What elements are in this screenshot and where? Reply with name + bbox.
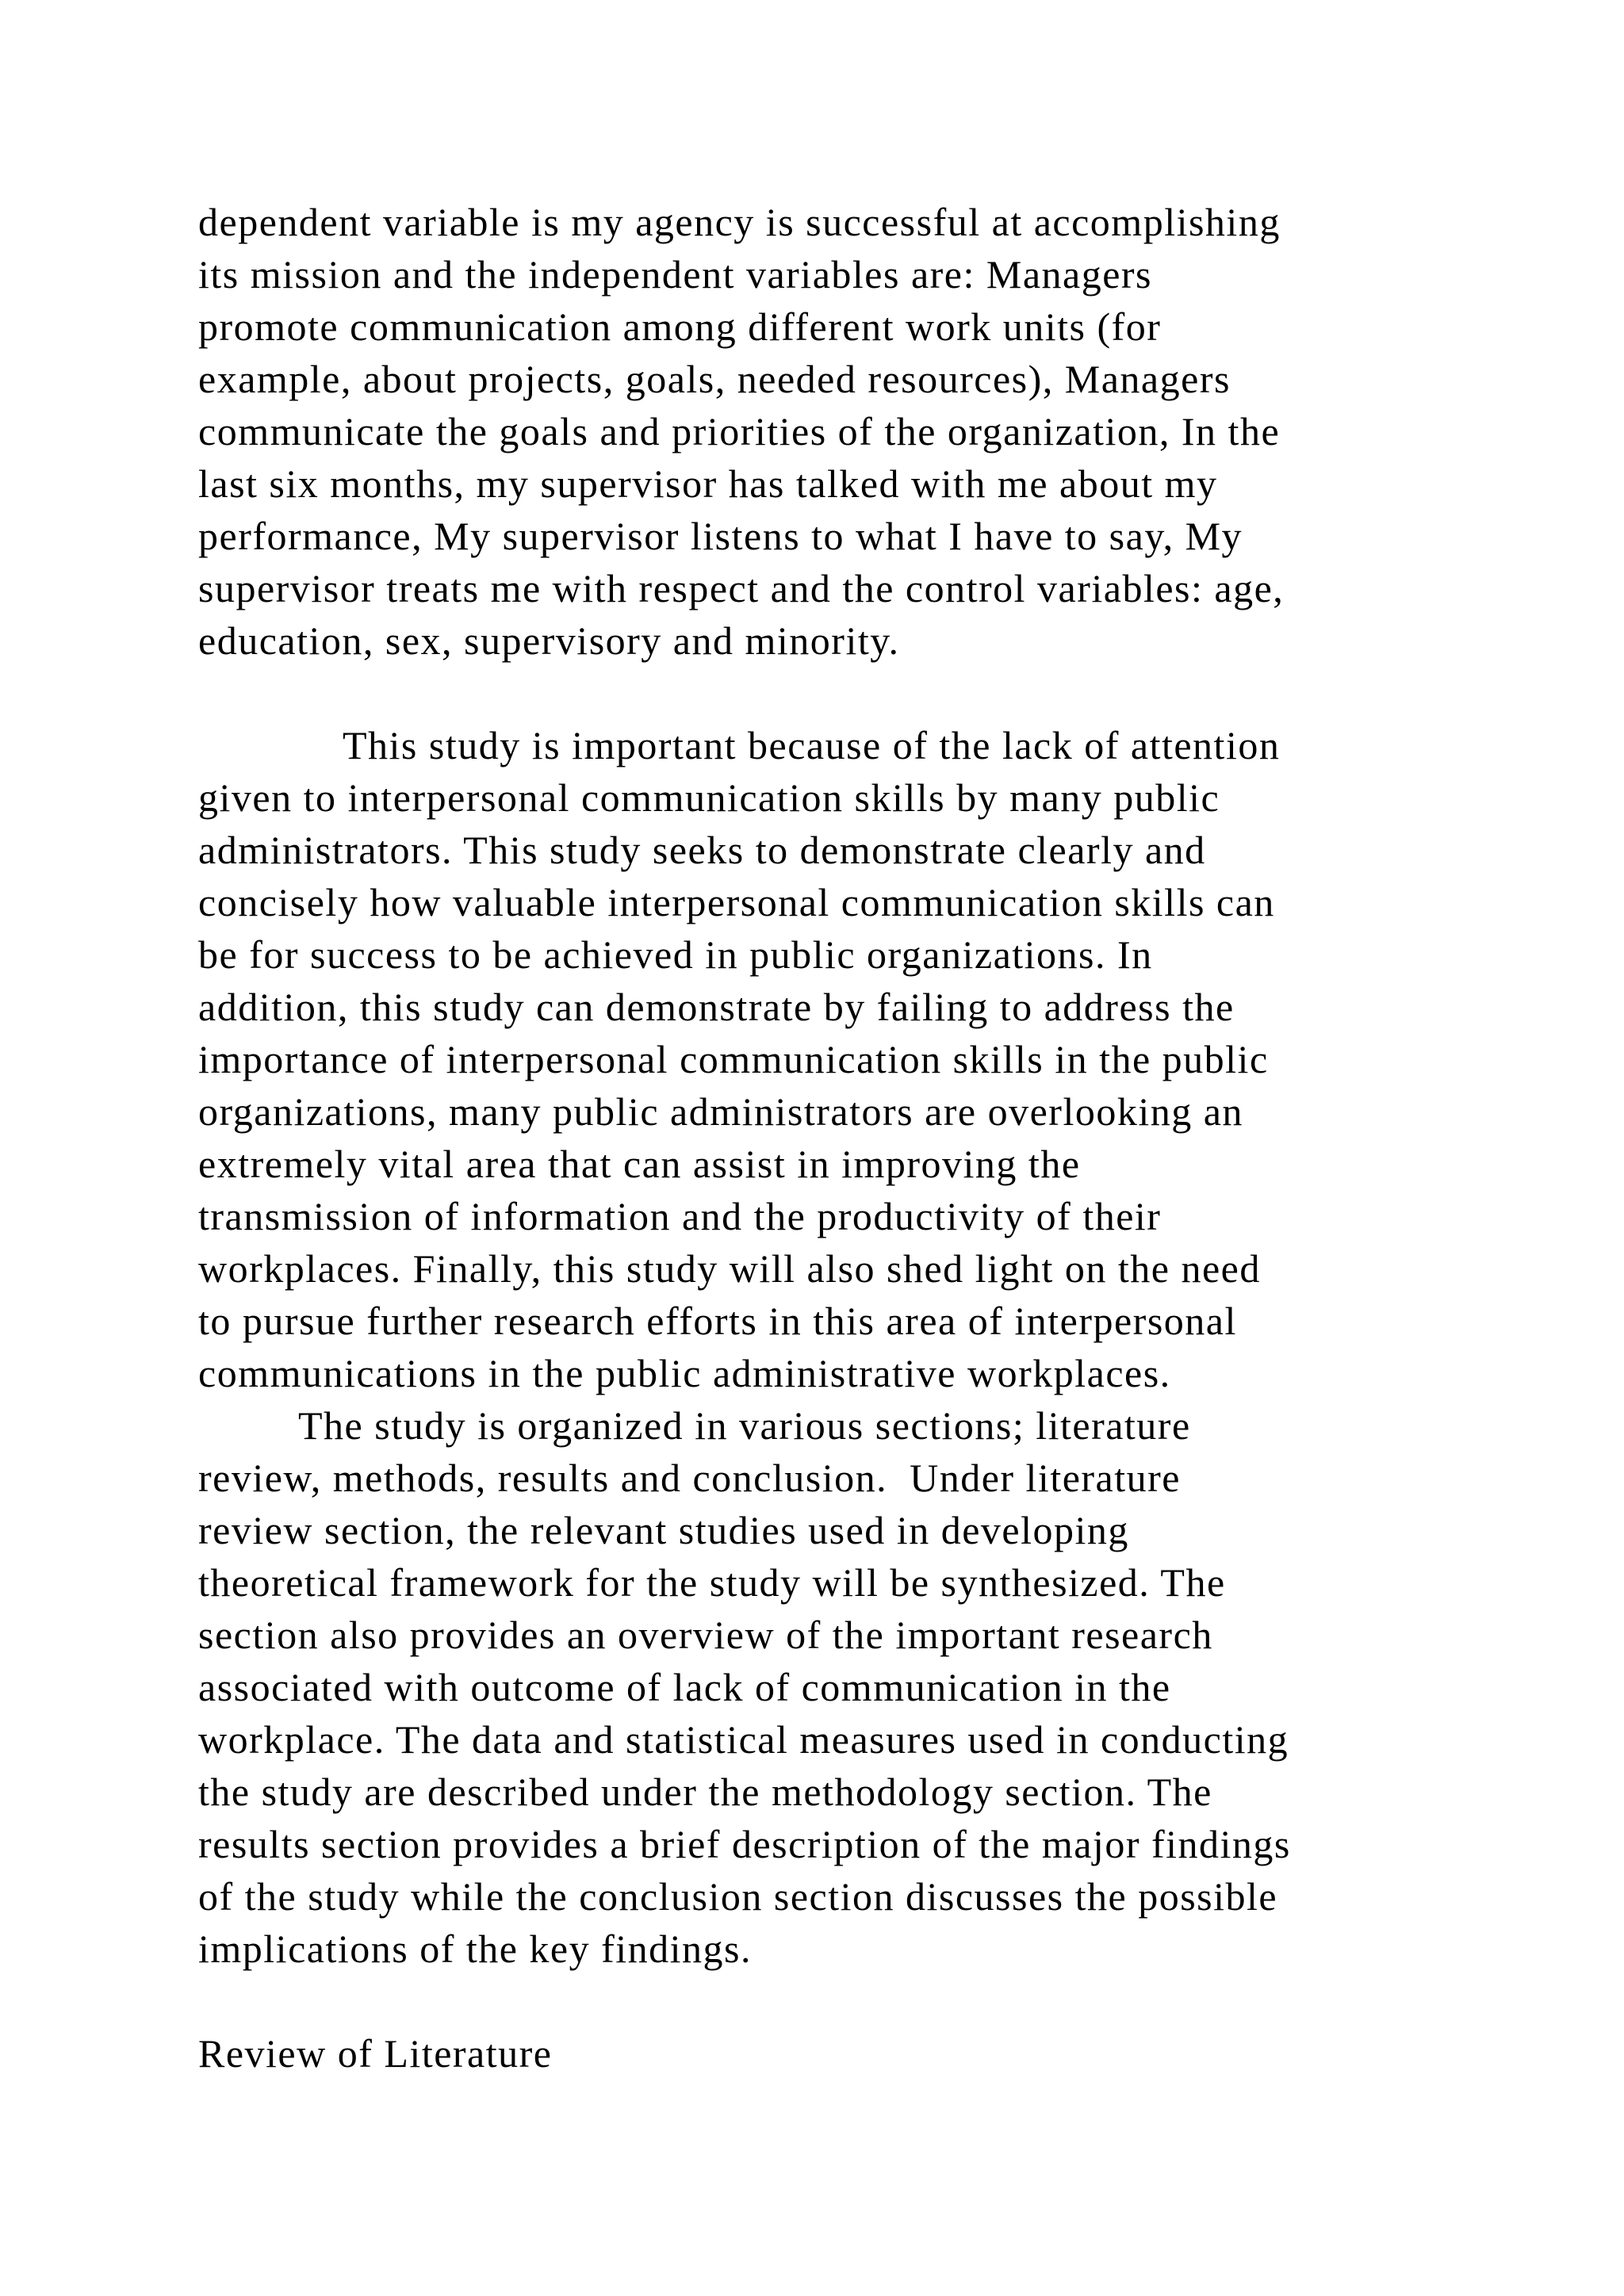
text-line: organizations, many public administrators are overlooking an	[198, 1089, 1243, 1134]
text-line: its mission and the independent variables are: Managers	[198, 252, 1153, 297]
text-line: be for success to be achieved in public organizations. In	[198, 932, 1153, 977]
text-line: the study are described under the methodology section. The	[198, 1770, 1212, 1814]
text-line: dependent variable is my agency is successful at accomplishing	[198, 200, 1281, 244]
text-line: of the study while the conclusion section discusses the possible	[198, 1874, 1278, 1919]
text-line: transmission of information and the productivity of their	[198, 1194, 1162, 1238]
text-line: This study is important because of the lack of attention	[343, 723, 1281, 767]
text-line: implications of the key findings.	[198, 1927, 753, 1971]
text-line: given to interpersonal communication skills by many public	[198, 775, 1220, 820]
text-line: workplace. The data and statistical measures used in conducting	[198, 1717, 1289, 1762]
text-line: communications in the public administrative workplaces.	[198, 1351, 1171, 1395]
text-line: associated with outcome of lack of communication in the	[198, 1665, 1171, 1709]
text-line: importance of interpersonal communication skills in the public	[198, 1037, 1269, 1081]
text-line: review section, the relevant studies used in developing	[198, 1508, 1129, 1552]
text-line: communicate the goals and priorities of the organization, In the	[198, 409, 1281, 453]
text-line: performance, My supervisor listens to what I have to say, My	[198, 514, 1243, 558]
text-line: theoretical framework for the study will be synthesized. The	[198, 1560, 1226, 1605]
text-line: The study is organized in various sections; literature	[298, 1403, 1191, 1448]
text-line: administrators. This study seeks to demonstrate clearly and	[198, 828, 1206, 872]
text-line: review, methods, results and conclusion. Under literature	[198, 1456, 1181, 1500]
text-line: to pursue further research efforts in this area of interpersonal	[198, 1299, 1237, 1343]
text-line: example, about projects, goals, needed resources), Managers	[198, 357, 1231, 401]
text-line: concisely how valuable interpersonal communication skills can	[198, 880, 1275, 924]
text-line: extremely vital area that can assist in improving the	[198, 1142, 1081, 1186]
text-line: supervisor treats me with respect and the control variables: age,	[198, 566, 1285, 610]
text-line: promote communication among different work units (for	[198, 304, 1162, 349]
text-line: workplaces. Finally, this study will also shed light on the need	[198, 1246, 1261, 1291]
text-line: last six months, my supervisor has talked with me about my	[198, 461, 1218, 506]
text-line: addition, this study can demonstrate by failing to address the	[198, 985, 1235, 1029]
section-heading: Review of Literature	[198, 2031, 553, 2076]
text-line: education, sex, supervisory and minority.	[198, 618, 900, 663]
text-line: results section provides a brief description of the major findings	[198, 1822, 1291, 1866]
text-line: section also provides an overview of the important research	[198, 1613, 1213, 1657]
